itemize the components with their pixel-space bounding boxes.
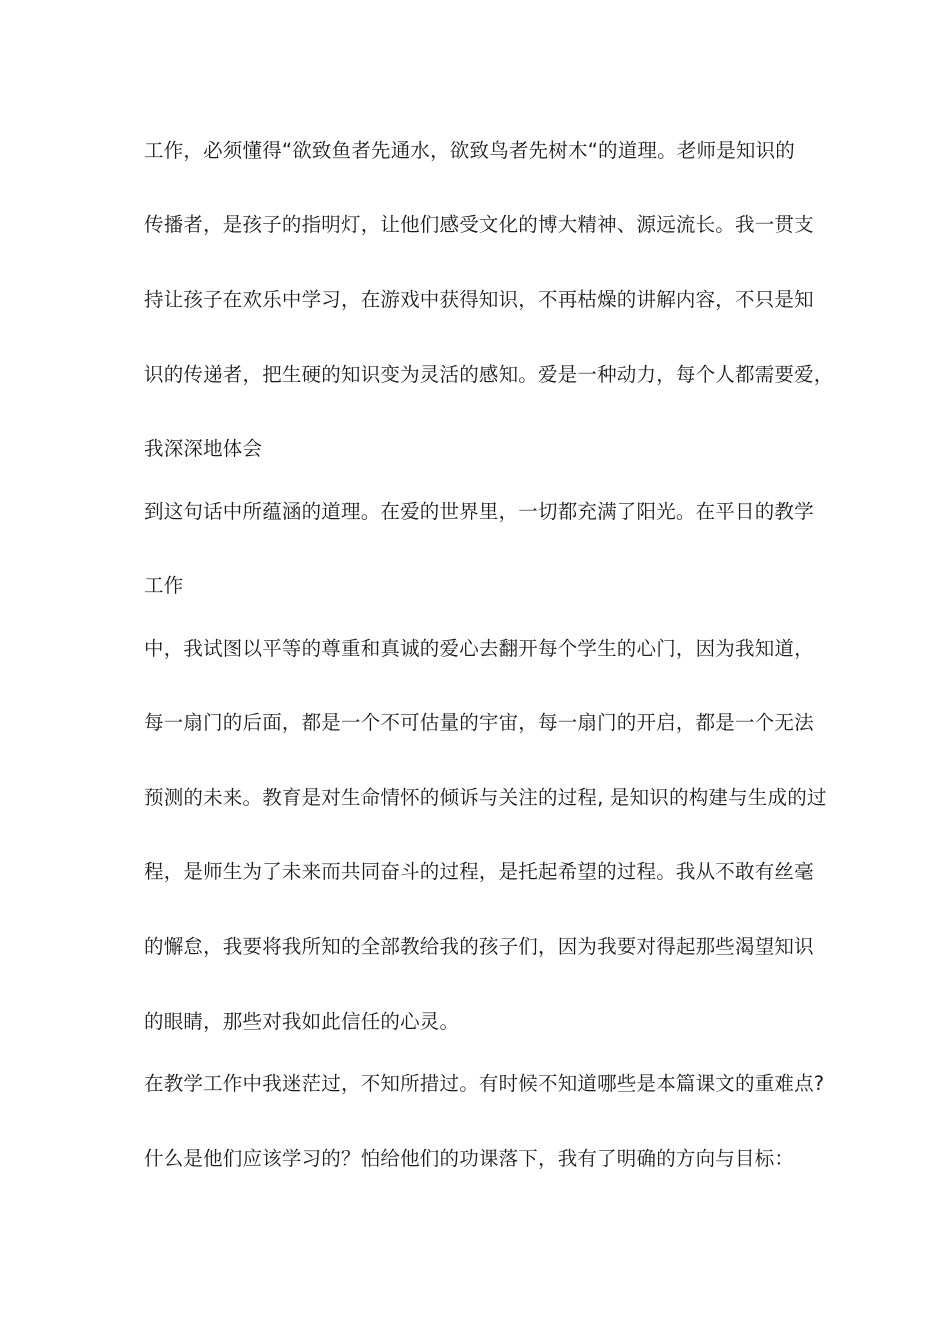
text-line: 工作 bbox=[144, 574, 184, 597]
text-line: 的懈怠，我要将我所知的全部教给我的孩子们，因为我要对得起那些渴望知识 bbox=[144, 935, 814, 958]
text-line: 我深深地体会 bbox=[144, 437, 263, 460]
text-line: 在教学工作中我迷茫过，不知所措过。有时候不知道哪些是本篇课文的重难点? bbox=[144, 1072, 825, 1095]
text-line: 中，我试图以平等的尊重和真诚的爱心去翻开每个学生的心门，因为我知道， bbox=[144, 637, 814, 660]
text-line: 每一扇门的后面，都是一个不可估量的宇宙，每一扇门的开启，都是一个无法 bbox=[144, 711, 814, 734]
text-line: 什么是他们应该学习的？怕给他们的功课落下，我有了明确的方向与目标： bbox=[144, 1147, 795, 1170]
text-line: 传播者，是孩子的指明灯，让他们感受文化的博大精神、源远流长。我一贯支 bbox=[144, 213, 814, 236]
text-line: 持让孩子在欢乐中学习，在游戏中获得知识，不再枯燥的讲解内容，不只是知 bbox=[144, 288, 814, 311]
text-line: 识的传递者，把生硬的知识变为灵活的感知。爱是一种动力，每个人都需要爱， bbox=[144, 363, 834, 386]
text-line: 的眼睛，那些对我如此信任的心灵。 bbox=[144, 1010, 460, 1033]
text-line: 到这句话中所蕴涵的道理。在爱的世界里，一切都充满了阳光。在平日的教学 bbox=[144, 500, 814, 523]
text-line: 工作，必须懂得“欲致鱼者先通水，欲致鸟者先树木“的道理。老师是知识的 bbox=[144, 139, 796, 162]
text-line: 程，是师生为了未来而共同奋斗的过程，是托起希望的过程。我从不敢有丝毫 bbox=[144, 860, 814, 883]
text-line: 预测的未来。教育是对生命情怀的倾诉与关注的过程, 是知识的构建与生成的过 bbox=[144, 786, 827, 809]
